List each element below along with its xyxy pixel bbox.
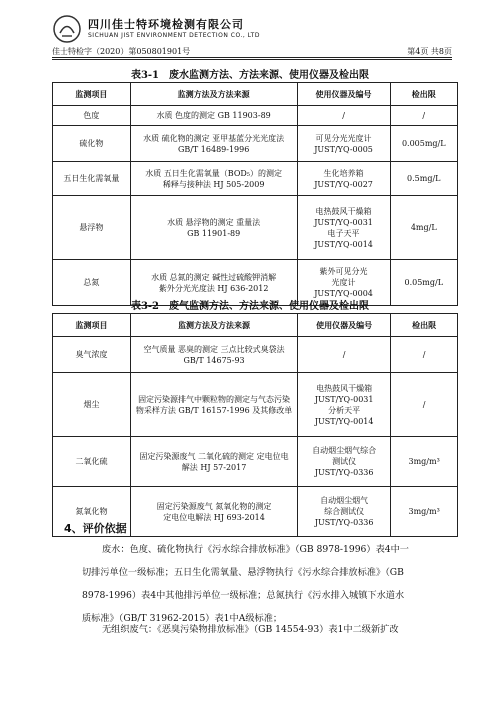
cell-instrument: 自动烟尘烟气 综合测试仪 JUST/YQ-0336 <box>298 487 391 537</box>
cell-instrument: 自动烟尘烟气综合 测试仪 JUST/YQ-0336 <box>298 437 391 487</box>
cell-instrument: 电热鼓风干燥箱 JUST/YQ-0031 电子天平 JUST/YQ-0014 <box>297 196 390 260</box>
cell-item: 硫化物 <box>53 126 131 162</box>
cell-limit: 0.005mg/L <box>390 126 457 162</box>
page-number: 第4页 共8页 <box>407 47 452 56</box>
cell-limit: / <box>391 337 458 373</box>
cell-instrument: 电热鼓风干燥箱 JUST/YQ-0031 分析天平 JUST/YQ-0014 <box>298 373 391 437</box>
header-divider <box>52 57 452 58</box>
cell-method: 水质 硫化物的测定 亚甲基蓝分光光度法 GB/T 16489-1996 <box>130 126 297 162</box>
wastewater-methods-table <box>52 82 458 306</box>
table-row <box>53 196 458 260</box>
table-row <box>53 373 458 437</box>
col-header-method: 监测方法及方法来源 <box>131 314 298 337</box>
company-name-en: SICHUAN JIST ENVIRONMENT DETECTION CO., LTD <box>88 32 260 39</box>
cell-limit: 3mg/m³ <box>391 487 458 537</box>
cell-method: 水质 悬浮物的测定 重量法 GB 11901-89 <box>130 196 297 260</box>
exhaust-methods-table <box>52 313 458 537</box>
table-row <box>53 126 458 162</box>
cell-method: 固定污染源排气中颗粒物的测定与气态污染 物采样方法 GB/T 16157-1996 及其修改单 <box>131 373 298 437</box>
section-heading: 4、评价依据 <box>64 522 127 535</box>
cell-limit: 4mg/L <box>390 196 457 260</box>
paragraph-line: 无组织废气：《恶臭污染物排放标准》（GB 14554-93）表1中二级新扩改 <box>102 624 399 635</box>
cell-instrument: / <box>298 337 391 373</box>
table-row <box>53 162 458 196</box>
cell-instrument: 生化培养箱 JUST/YQ-0027 <box>297 162 390 196</box>
cell-method: 空气质量 恶臭的测定 三点比较式臭袋法 GB/T 14675-93 <box>131 337 298 373</box>
col-header-limit: 检出限 <box>391 314 458 337</box>
cell-item: 总氮 <box>53 260 131 306</box>
table1-caption: 表3-1 废水监测方法、方法来源、使用仪器及检出限 <box>130 70 370 81</box>
table-row <box>53 106 458 126</box>
cell-method: 水质 色度的测定 GB 11903-89 <box>130 106 297 126</box>
cell-item: 氮氧化物 <box>53 487 131 537</box>
company-logo-icon <box>52 14 82 44</box>
cell-instrument: 可见分光光度计 JUST/YQ-0005 <box>297 126 390 162</box>
table2-caption: 表3-2 废气监测方法、方法来源、使用仪器及检出限 <box>130 301 370 312</box>
table-header-row <box>53 314 458 337</box>
cell-limit: / <box>390 106 457 126</box>
cell-instrument: 紫外可见分光 光度计 JUST/YQ-0004 <box>297 260 390 306</box>
cell-limit: 3mg/m³ <box>391 437 458 487</box>
col-header-method: 监测方法及方法来源 <box>130 83 297 106</box>
cell-limit: 0.5mg/L <box>390 162 457 196</box>
company-name-cn: 四川佳士特环境检测有限公司 <box>88 18 244 31</box>
cell-item: 臭气浓度 <box>53 337 131 373</box>
table-header-row <box>53 83 458 106</box>
paragraph-line: 质标准》（GB/T 31962-2015）表1中A级标准； <box>82 613 283 624</box>
paragraph-line: 废水：色度、硫化物执行《污水综合排放标准》（GB 8978-1996）表4中一 <box>102 544 409 555</box>
exhaust-standard-paragraph <box>82 618 452 641</box>
cell-method: 固定污染源废气 氮氧化物的测定 定电位电解法 HJ 693-2014 <box>131 487 298 537</box>
col-header-limit: 检出限 <box>390 83 457 106</box>
cell-item: 五日生化需氧量 <box>53 162 131 196</box>
col-header-item: 监测项目 <box>53 314 131 337</box>
col-header-instrument: 使用仪器及编号 <box>298 314 391 337</box>
paragraph-line: 切排污单位一级标准；五日生化需氧量、悬浮物执行《污水综合排放标准》（GB <box>82 567 404 578</box>
table-row <box>53 437 458 487</box>
table-row <box>53 337 458 373</box>
report-number: 佳士特检字（2020）第050801901号 <box>52 47 191 56</box>
cell-limit: / <box>391 373 458 437</box>
col-header-instrument: 使用仪器及编号 <box>297 83 390 106</box>
wastewater-standard-paragraph <box>82 538 452 630</box>
cell-item: 烟尘 <box>53 373 131 437</box>
col-header-item: 监测项目 <box>53 83 131 106</box>
paragraph-line: 8978-1996）表4中其他排污单位一级标准；总氮执行《污水排入城镇下水道水 <box>82 590 405 601</box>
cell-item: 色度 <box>53 106 131 126</box>
cell-method: 水质 五日生化需氧量（BOD₅）的测定 稀释与接种法 HJ 505-2009 <box>130 162 297 196</box>
cell-item: 二氧化硫 <box>53 437 131 487</box>
cell-method: 固定污染源废气 二氧化硫的测定 定电位电 解法 HJ 57-2017 <box>131 437 298 487</box>
header-divider-2 <box>52 59 452 60</box>
cell-limit: 0.05mg/L <box>390 260 457 306</box>
cell-item: 悬浮物 <box>53 196 131 260</box>
cell-instrument: / <box>297 106 390 126</box>
cell-method: 水质 总氮的测定 碱性过硫酸钾消解 紫外分光光度法 HJ 636-2012 <box>130 260 297 306</box>
